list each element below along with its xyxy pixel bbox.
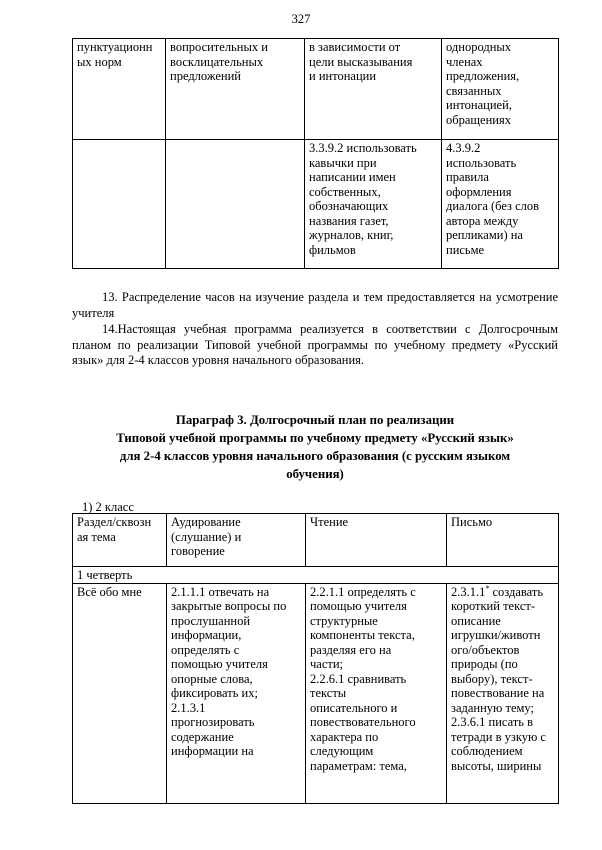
table-row (73, 583, 559, 803)
objective-text: создавать (489, 584, 544, 599)
cell-text-line: (слушание) и (171, 529, 242, 544)
cell-text-line: короткий текст- (451, 599, 536, 613)
cell-text-line: фиксировать их; (171, 686, 258, 700)
page-number: 327 (291, 12, 311, 26)
cell-text-line: помощью учителя (171, 657, 268, 671)
cell-text-line: интонацией, (446, 98, 512, 112)
cell-text-line: названия газет, (309, 213, 389, 228)
section-heading-line-4: обучения) (286, 467, 344, 481)
cell-text-line: 2.2.1.1 определять с (310, 584, 416, 599)
list-label: 1) 2 класс (82, 500, 134, 514)
table-cell (305, 39, 442, 140)
cell-text-line: параметрам: тема, (310, 758, 407, 773)
cell-text-line: определять с (171, 642, 240, 657)
table-cell-reading (306, 583, 447, 803)
cell-text-line: заданную тему; (451, 700, 534, 715)
cell-text-line: письме (446, 242, 485, 257)
table-cell-writing (447, 583, 559, 803)
header-cell-section (73, 514, 167, 567)
cell-text-line: содержание (171, 729, 234, 744)
header-cell-listening (167, 514, 306, 567)
cell-text-line: оформления (446, 184, 512, 199)
table-cell (305, 140, 442, 269)
cell-text-line: 2.2.6.1 сравнивать (310, 671, 407, 686)
table-cell (166, 39, 305, 140)
cell-text-line: ая тема (77, 529, 116, 544)
cell-text-line: правила (446, 170, 489, 184)
objective-code: 2.3.1.1 (451, 584, 486, 599)
cell-text-line: обращениях (446, 112, 511, 127)
cell-text-line: в зависимости от (309, 40, 401, 54)
table-cell-topic: Всё обо мне (73, 583, 167, 803)
cell-text-line: написании имен (309, 170, 396, 184)
cell-text-line: 3.3.9.2 использовать (309, 141, 417, 155)
cell-text-line: репликами) на (446, 228, 523, 242)
table-cell (442, 39, 559, 140)
table-cell (73, 140, 166, 269)
cell-text-line: тексты (310, 686, 347, 700)
section-heading-line-1: Параграф 3. Долгосрочный план по реализации (175, 413, 455, 427)
cell-text-line: выбору), текст- (451, 671, 533, 686)
cell-text-line: характера по (310, 729, 379, 744)
table-cell (166, 140, 305, 269)
cell-text-line: говорение (171, 544, 225, 558)
quarter-cell: 1 четверть (73, 567, 559, 584)
cell-text-line: 2.1.1.1 отвечать на (171, 584, 270, 599)
cell-text-line: разделяя его на (310, 642, 392, 657)
cell-text-line: предложения, (446, 69, 520, 83)
cell-text-line: прослушанной (171, 613, 251, 628)
cell-text-line: пунктуационн (77, 40, 153, 54)
table-header-row (73, 514, 559, 567)
table-row (73, 140, 559, 269)
table-row (73, 39, 559, 140)
cell-text-line: информации, (171, 628, 242, 642)
cell-text-line: обозначающих (309, 199, 389, 213)
cell-text-line: цели высказывания (309, 54, 413, 69)
table-cell (73, 39, 166, 140)
cell-text-line: связанных (446, 83, 502, 98)
table-cell-listening (167, 583, 306, 803)
cell-text-line: повествование на (451, 686, 545, 700)
section-heading-line-2: Типовой учебной программы по учебному предмету «Русский язык» (116, 431, 514, 445)
cell-text-line: предложений (170, 69, 241, 83)
cell-text-line: природы (по (451, 657, 518, 671)
cell-text-line: компоненты текста, (310, 628, 415, 642)
writing-objectives (451, 599, 554, 773)
cell-text-line: восклицательных (170, 54, 264, 69)
cell-text-line: кавычки при (309, 155, 377, 170)
cell-text-line: информации на (171, 744, 254, 758)
top-table (72, 38, 559, 269)
cell-text-line: ых норм (77, 54, 122, 69)
cell-text-line: повествовательного (310, 715, 416, 729)
cell-text-line: закрытые вопросы по (171, 599, 287, 613)
paragraph-14: 14.Настоящая учебная программа реализуется в соответствии с Долгосрочным планом по реализации Типовой учебной программы по учебному предмету «Русский язык» для 2-4 классов уровня начального образования. (72, 322, 558, 367)
cell-text-line: и интонации (309, 69, 377, 83)
header-cell-reading: Чтение (306, 514, 447, 567)
quarter-row (73, 567, 559, 584)
cell-text-line: опорные слова, (171, 671, 253, 686)
cell-text-line: собственных, (309, 184, 381, 199)
cell-text-line: 4.3.9.2 (446, 141, 481, 155)
cell-text-line: Раздел/сквозн (77, 515, 152, 529)
cell-text-line: игрушки/животн (451, 628, 541, 642)
cell-text-line: Аудирование (171, 515, 241, 529)
cell-text-line: фильмов (309, 242, 356, 257)
cell-text-line: членах (446, 54, 483, 69)
cell-text-line: тетради в узкую с (451, 729, 546, 744)
cell-text-line: структурные (310, 613, 378, 628)
cell-text-line: следующим (310, 744, 374, 758)
header-cell-writing: Письмо (447, 514, 559, 567)
cell-text-line: автора между (446, 213, 519, 228)
cell-text-line: прогнозировать (171, 715, 255, 729)
cell-text-line: диалога (без слов (446, 199, 540, 213)
cell-text-line: использовать (446, 155, 517, 170)
paragraph-13: 13. Распределение часов на изучение раздела и тем предоставляется на усмотрение учителя (72, 290, 558, 320)
cell-text-line: 2.3.6.1 писать в (451, 715, 533, 729)
cell-text-line: соблюдением (451, 744, 523, 758)
cell-text-line: части; (310, 657, 344, 671)
footnote-mark: * (485, 583, 490, 593)
cell-text-line: описание (451, 613, 501, 628)
plan-table (72, 513, 559, 804)
cell-text-line: помощью учителя (310, 599, 407, 613)
cell-text-line: однородных (446, 40, 512, 54)
cell-text-line: журналов, книг, (309, 228, 394, 242)
cell-text-line: 2.1.3.1 (171, 700, 206, 715)
cell-text-line: вопросительных и (170, 40, 268, 54)
section-heading-line-3: для 2-4 классов уровня начального образования (с русским языком (119, 449, 511, 463)
cell-text-line: описательного и (310, 700, 398, 715)
cell-text-line: ого/объектов (451, 642, 520, 657)
cell-text-line: высоты, ширины (451, 758, 542, 773)
table-cell (442, 140, 559, 269)
